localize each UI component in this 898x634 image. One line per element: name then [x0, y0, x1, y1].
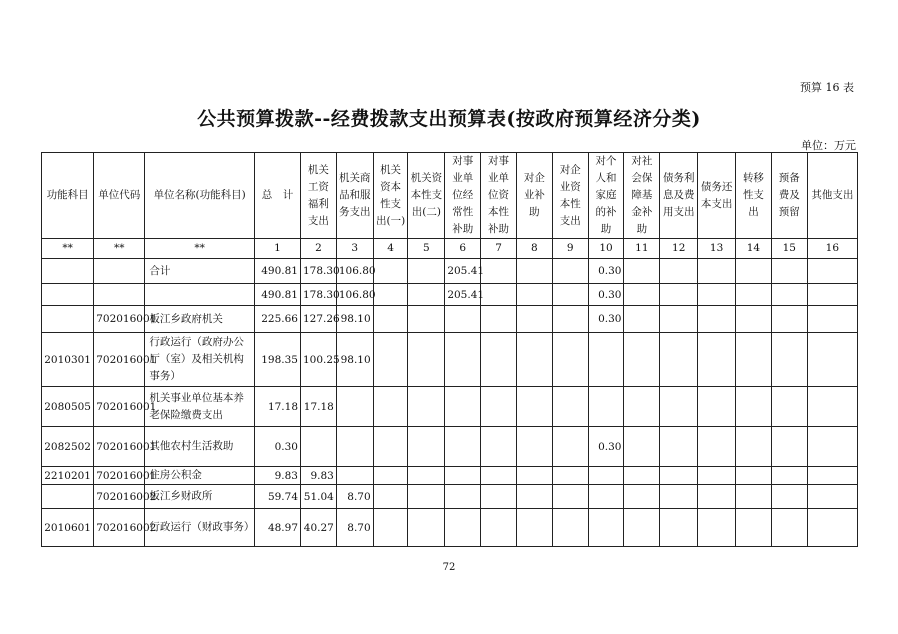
empty-cell [481, 306, 517, 333]
index-cell: 10 [588, 239, 624, 259]
unit-code-cell [94, 284, 145, 306]
function-code-cell [42, 485, 94, 509]
page-number: 72 [442, 562, 456, 573]
index-cell: ** [94, 239, 145, 259]
index-cell: 8 [516, 239, 552, 259]
header-cell: 对企业补助 [516, 153, 552, 239]
empty-cell [807, 259, 857, 284]
index-cell: ** [42, 239, 94, 259]
amount-cell: 98.10 [336, 306, 373, 333]
empty-cell [624, 485, 660, 509]
empty-cell [624, 427, 660, 467]
empty-cell [807, 333, 857, 387]
amount-cell: 127.26 [301, 306, 337, 333]
empty-cell [408, 485, 445, 509]
amount-cell: 8.70 [336, 485, 373, 509]
amount-cell [336, 467, 373, 485]
empty-cell [373, 387, 408, 427]
index-cell: 4 [373, 239, 408, 259]
unit-name-cell: 合计 [145, 259, 255, 284]
amount-cell: 205.41 [445, 284, 481, 306]
empty-cell [552, 467, 588, 485]
empty-cell [516, 387, 552, 427]
function-code-cell: 2210201 [42, 467, 94, 485]
amount-cell: 225.66 [254, 306, 300, 333]
empty-cell [660, 284, 698, 306]
empty-cell [736, 467, 772, 485]
empty-cell [771, 333, 807, 387]
index-cell: 9 [552, 239, 588, 259]
empty-cell [771, 427, 807, 467]
empty-cell [516, 427, 552, 467]
empty-cell [660, 387, 698, 427]
empty-cell [736, 427, 772, 467]
amount-cell: 0.30 [254, 427, 300, 467]
amount-cell: 106.80 [336, 284, 373, 306]
empty-cell [771, 387, 807, 427]
amount-cell [445, 467, 481, 485]
header-cell: 对事业单位资本性补助 [481, 153, 517, 239]
amount-cell: 40.27 [301, 509, 337, 547]
empty-cell [481, 333, 517, 387]
empty-cell [552, 284, 588, 306]
empty-cell [481, 427, 517, 467]
empty-cell [660, 485, 698, 509]
header-cell: 债务还本支出 [698, 153, 736, 239]
empty-cell [516, 259, 552, 284]
unit-name-cell: 行政运行（政府办公厅（室）及相关机构事务） [145, 333, 255, 387]
amount-cell: 490.81 [254, 259, 300, 284]
empty-cell [481, 387, 517, 427]
table-row [42, 509, 858, 547]
empty-cell [660, 467, 698, 485]
index-cell: 5 [408, 239, 445, 259]
empty-cell [552, 485, 588, 509]
empty-cell [771, 259, 807, 284]
empty-cell [552, 259, 588, 284]
empty-cell [373, 427, 408, 467]
header-cell: 机关工资福利支出 [301, 153, 337, 239]
empty-cell [660, 306, 698, 333]
index-cell: 1 [254, 239, 300, 259]
empty-cell [698, 284, 736, 306]
header-cell: 对企业资本性支出 [552, 153, 588, 239]
unit-code-cell: 702016002 [94, 509, 145, 547]
empty-cell [624, 259, 660, 284]
empty-cell [408, 467, 445, 485]
table-row [42, 284, 858, 306]
amount-cell: 490.81 [254, 284, 300, 306]
header-cell: 单位名称(功能科目) [145, 153, 255, 239]
unit-name-cell: 机关事业单位基本养老保险缴费支出 [145, 387, 255, 427]
column-index-row [42, 239, 858, 259]
amount-cell: 59.74 [254, 485, 300, 509]
empty-cell [408, 387, 445, 427]
index-cell: 6 [445, 239, 481, 259]
amount-cell: 205.41 [445, 259, 481, 284]
unit-name-cell: 板江乡财政所 [145, 485, 255, 509]
empty-cell [660, 427, 698, 467]
form-number: 预算 16 表 [800, 81, 854, 94]
empty-cell [771, 485, 807, 509]
empty-cell [807, 427, 857, 467]
empty-cell [552, 333, 588, 387]
amount-cell [445, 427, 481, 467]
empty-cell [736, 387, 772, 427]
empty-cell [373, 485, 408, 509]
unit-code-cell: 702016001 [94, 333, 145, 387]
header-cell: 转移性支出 [736, 153, 772, 239]
header-cell: 机关资本性支出(一) [373, 153, 408, 239]
empty-cell [373, 306, 408, 333]
amount-cell [588, 387, 624, 427]
header-row [42, 153, 858, 239]
amount-cell [588, 333, 624, 387]
amount-cell: 17.18 [301, 387, 337, 427]
header-cell: 机关商品和服务支出 [336, 153, 373, 239]
index-cell: 14 [736, 239, 772, 259]
header-cell: 预备费及预留 [771, 153, 807, 239]
table-row [42, 333, 858, 387]
header-cell: 对事业单位经常性补助 [445, 153, 481, 239]
empty-cell [771, 509, 807, 547]
amount-cell [336, 427, 373, 467]
empty-cell [807, 467, 857, 485]
empty-cell [807, 485, 857, 509]
amount-cell: 0.30 [588, 306, 624, 333]
index-cell: ** [145, 239, 255, 259]
amount-cell [445, 509, 481, 547]
empty-cell [516, 509, 552, 547]
empty-cell [481, 485, 517, 509]
empty-cell [552, 509, 588, 547]
empty-cell [481, 259, 517, 284]
unit-label: 单位：万元 [801, 139, 856, 152]
empty-cell [624, 306, 660, 333]
empty-cell [736, 284, 772, 306]
header-cell: 债务利息及费用支出 [660, 153, 698, 239]
header-cell: 功能科目 [42, 153, 94, 239]
amount-cell: 9.83 [254, 467, 300, 485]
empty-cell [698, 509, 736, 547]
amount-cell: 51.04 [301, 485, 337, 509]
table-row [42, 467, 858, 485]
amount-cell: 98.10 [336, 333, 373, 387]
table-row [42, 259, 858, 284]
amount-cell: 106.80 [336, 259, 373, 284]
index-cell: 15 [771, 239, 807, 259]
function-code-cell: 2082502 [42, 427, 94, 467]
header-cell: 总 计 [254, 153, 300, 239]
amount-cell [336, 387, 373, 427]
empty-cell [698, 467, 736, 485]
amount-cell [445, 387, 481, 427]
empty-cell [660, 259, 698, 284]
empty-cell [771, 467, 807, 485]
empty-cell [516, 306, 552, 333]
unit-code-cell: 702016001 [94, 387, 145, 427]
amount-cell: 9.83 [301, 467, 337, 485]
empty-cell [698, 485, 736, 509]
header-cell: 对社会保障基金补助 [624, 153, 660, 239]
empty-cell [660, 333, 698, 387]
empty-cell [408, 509, 445, 547]
amount-cell [445, 333, 481, 387]
empty-cell [516, 467, 552, 485]
empty-cell [408, 306, 445, 333]
empty-cell [516, 485, 552, 509]
empty-cell [736, 485, 772, 509]
empty-cell [736, 509, 772, 547]
empty-cell [373, 333, 408, 387]
unit-code-cell: 702016001 [94, 467, 145, 485]
header-cell: 其他支出 [807, 153, 857, 239]
function-code-cell [42, 259, 94, 284]
empty-cell [807, 306, 857, 333]
table-body [42, 259, 858, 547]
empty-cell [516, 333, 552, 387]
empty-cell [552, 306, 588, 333]
unit-name-cell: 其他农村生活救助 [145, 427, 255, 467]
amount-cell: 178.30 [301, 284, 337, 306]
amount-cell [588, 485, 624, 509]
amount-cell [588, 467, 624, 485]
function-code-cell [42, 284, 94, 306]
empty-cell [552, 427, 588, 467]
amount-cell: 8.70 [336, 509, 373, 547]
index-cell: 16 [807, 239, 857, 259]
amount-cell [445, 306, 481, 333]
empty-cell [408, 427, 445, 467]
empty-cell [698, 333, 736, 387]
table-row [42, 427, 858, 467]
function-code-cell: 2010301 [42, 333, 94, 387]
empty-cell [408, 333, 445, 387]
amount-cell: 100.25 [301, 333, 337, 387]
empty-cell [624, 333, 660, 387]
empty-cell [771, 306, 807, 333]
empty-cell [624, 387, 660, 427]
empty-cell [516, 284, 552, 306]
amount-cell: 0.30 [588, 427, 624, 467]
unit-name-cell: 住房公积金 [145, 467, 255, 485]
empty-cell [408, 284, 445, 306]
empty-cell [807, 509, 857, 547]
amount-cell: 0.30 [588, 259, 624, 284]
budget-table [41, 152, 858, 547]
amount-cell: 17.18 [254, 387, 300, 427]
unit-name-cell: 板江乡政府机关 [145, 306, 255, 333]
table-row [42, 306, 858, 333]
amount-cell [301, 427, 337, 467]
empty-cell [408, 259, 445, 284]
table-head [42, 153, 858, 259]
empty-cell [624, 467, 660, 485]
index-cell: 13 [698, 239, 736, 259]
amount-cell: 0.30 [588, 284, 624, 306]
index-cell: 3 [336, 239, 373, 259]
table-row [42, 485, 858, 509]
empty-cell [736, 306, 772, 333]
empty-cell [624, 509, 660, 547]
unit-code-cell: 702016001 [94, 427, 145, 467]
empty-cell [736, 259, 772, 284]
empty-cell [552, 387, 588, 427]
amount-cell [445, 485, 481, 509]
amount-cell [588, 509, 624, 547]
page-title: 公共预算拨款--经费拨款支出预算表(按政府预算经济分类) [197, 108, 701, 130]
empty-cell [698, 387, 736, 427]
empty-cell [373, 284, 408, 306]
empty-cell [481, 284, 517, 306]
unit-name-cell: 行政运行（财政事务） [145, 509, 255, 547]
empty-cell [660, 509, 698, 547]
function-code-cell: 2010601 [42, 509, 94, 547]
unit-code-cell [94, 259, 145, 284]
header-cell: 单位代码 [94, 153, 145, 239]
table-row [42, 387, 858, 427]
empty-cell [807, 284, 857, 306]
empty-cell [807, 387, 857, 427]
empty-cell [698, 427, 736, 467]
function-code-cell: 2080505 [42, 387, 94, 427]
index-cell: 7 [481, 239, 517, 259]
empty-cell [698, 306, 736, 333]
unit-code-cell: 702016002 [94, 485, 145, 509]
header-cell: 对个人和家庭的补助 [588, 153, 624, 239]
index-cell: 2 [301, 239, 337, 259]
unit-name-cell [145, 284, 255, 306]
empty-cell [624, 284, 660, 306]
empty-cell [698, 259, 736, 284]
empty-cell [736, 333, 772, 387]
amount-cell: 48.97 [254, 509, 300, 547]
empty-cell [481, 467, 517, 485]
index-cell: 11 [624, 239, 660, 259]
empty-cell [373, 467, 408, 485]
empty-cell [771, 284, 807, 306]
unit-code-cell: 702016001 [94, 306, 145, 333]
index-cell: 12 [660, 239, 698, 259]
empty-cell [481, 509, 517, 547]
amount-cell: 198.35 [254, 333, 300, 387]
empty-cell [373, 509, 408, 547]
header-cell: 机关资本性支出(二) [408, 153, 445, 239]
empty-cell [373, 259, 408, 284]
function-code-cell [42, 306, 94, 333]
amount-cell: 178.30 [301, 259, 337, 284]
